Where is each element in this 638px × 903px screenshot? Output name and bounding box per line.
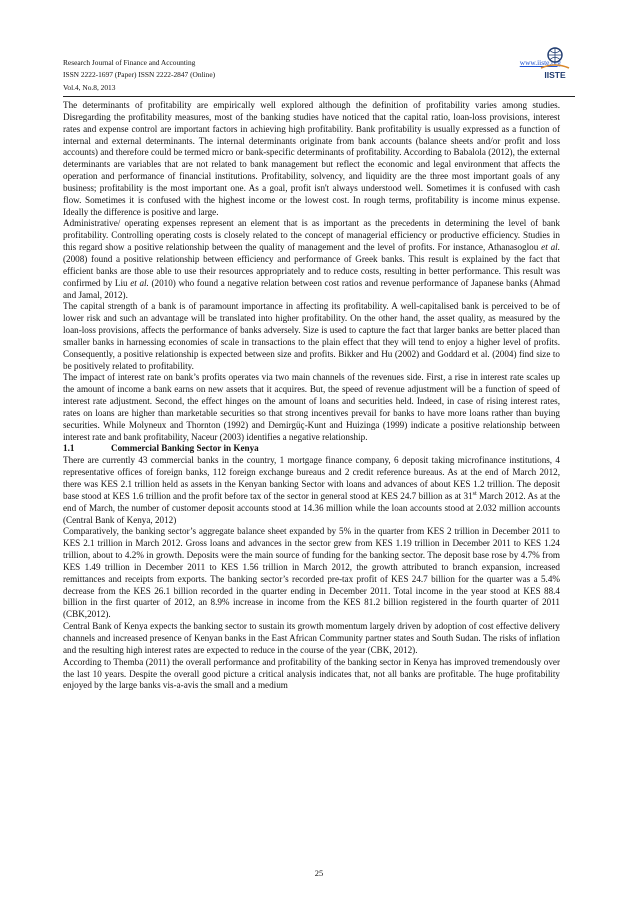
- header-divider: [63, 96, 575, 97]
- journal-issn: ISSN 2222-1697 (Paper) ISSN 2222-2847 (Online): [63, 70, 216, 80]
- journal-url-link[interactable]: www.iiste.org: [519, 58, 561, 67]
- text-run: The determinants of profitability are empirically well explored although the definition of profitability varies among studies. Disregarding the profitability measures, most of the banking studies have noticed that the capital ratio, loan-loss provisions, interest rates and expense control are important factors in achieving high profitability. Bank profitability is usually expressed as a function of internal and external determinants. The internal determinants originate from bank accounts (balance sheets and/or profit and loss accounts) and therefore could be termed micro or bank-specific determinants of profitability. According to Babalola (2012), the external determinants are variables that are not related to bank management but reflect the economic and legal environment that affects the operation and performance of financial institutions. Profitability, solvency, and liquidity are the three most important goals of any business; profitability is the most important one. As a goal, profit isn't always understood well. Sometimes it is confused with cash flow. Sometimes it is confused with the highest income or the lowest cost. In rough terms, profitability is income minus expense. Ideally the difference is positive and large.: [63, 100, 560, 217]
- paragraph: [63, 372, 560, 443]
- paragraph: [63, 621, 560, 657]
- paragraph: [63, 657, 560, 693]
- journal-title: Research Journal of Finance and Accounting: [63, 58, 196, 67]
- text-run: March 2012. As at the end of March, the number of customer deposit accounts stood at 14.36 million while the loan accounts stood at 2.032 million accounts (Central Bank of Kenya, 2012): [63, 490, 561, 525]
- italic-text: et al.: [130, 277, 149, 288]
- text-run: Administrative/ operating expenses represent an element that is as important as the precedents in determining the level of bank profitability. Controlling operating costs is closely related to the concept of managerial efficiency or productive efficiency. Studies in this regard show a positive relationship between the quality of management and the level of profits. For instance, Athanasoglou: [63, 218, 560, 253]
- section-heading: [63, 443, 560, 455]
- text-run: (2008) found a positive relationship between efficiency and performance of Greek banks. This result is explained by the fact that efficient banks are those able to use their resources appropriately and to reduce costs, resulting in better performance. This result was confirmed by Liu: [63, 253, 560, 288]
- text-run: According to Themba (2011) the overall performance and profitability of the banking sector in Kenya has improved tremendously over the last 10 years. Despite the overall good picture a critical analysis indicates that, not all banks are profitable. The huge profitability enjoyed by the large banks vis-a-avis the small and a medium: [63, 656, 560, 691]
- paragraph: [63, 455, 560, 526]
- journal-volume: Vol.4, No.8, 2013: [63, 82, 116, 92]
- paragraph: [63, 218, 560, 301]
- text-run: There are currently 43 commercial banks in the country, 1 mortgage finance company, 6 deposit taking microfinance institutions, 4 representative offices of foreign banks, 112 foreign exchange bureaus and 2 credit reference bureaus. As at the end of March 2012, there was KES 2.1 trillion held as assets in the Kenyan banking Sector with loans and advances of about KES 1.2 trillion. The deposit base stood at KES 1.6 trillion and the profit before tax of the sector in general stood at KES 24.7 billion as at 31: [63, 455, 560, 501]
- paragraphs-group-2: [63, 455, 560, 692]
- italic-text: et al.: [541, 242, 560, 253]
- text-run: The impact of interest rate on bank’s profits operates via two main channels of the revenues side. First, a rise in interest rate scales up the amount of income a bank earns on new assets that it acquires. But, the speed of revenue adjustment will be a function of speed of interest rate adjustment. Second, the effect hinges on the amount of loans and securities held. Indeed, in case of rising interest rates, rates on loans are higher than marketable securities so that strong incentives prevail for banks to have more loans rather than buying securities. While Molyneux and Thornton (1992) and Demirgüç-Kunt and Huizinga (1999) indicate a positive relationship between interest rate and bank profitability, Naceur (2003) identifies a negative relationship.: [63, 372, 560, 442]
- paragraph: [63, 526, 560, 621]
- section-title: Commercial Banking Sector in Kenya: [111, 443, 259, 454]
- logo-swoosh: [541, 65, 569, 68]
- text-run: (2010) who found a negative relation between cost ratios and revenue performance of Japanese banks (Ahmad and Jamal, 2012).: [63, 277, 561, 300]
- text-run: Central Bank of Kenya expects the banking sector to sustain its growth momentum largely driven by adoption of cost effective delivery channels and increased presence of Kenyan banks in the East African Community partner states and South Sudan. The risks of inflation and the resulting high interest rates are expected to reduce in the course of the year (CBK, 2012).: [63, 621, 560, 655]
- article-body: [63, 100, 560, 692]
- paragraph: [63, 301, 560, 372]
- text-run: The capital strength of a bank is of paramount importance in affecting its profitability. A well-capitalised bank is perceived to be of lower risk and such an advantage will be translated into higher profitability. On the other hand, the asset quality, as measured by the loan-loss provisions, affects the performance of banks adversely. Size is used to capture the fact that larger banks are better placed than smaller banks in harnessing economies of scale in transactions to the plain effect that they will tend to enjoy a higher level of profits. Consequently, a positive relationship is expected between size and profits. Bikker and Hu (2002) and Goddard et al. (2004) find size to be positively related to profitability.: [63, 301, 560, 371]
- journal-header: [63, 57, 575, 97]
- iiste-logo: [538, 43, 572, 83]
- section-number: 1.1: [63, 443, 75, 454]
- text-run: Comparatively, the banking sector’s aggregate balance sheet expanded by 5% in the quarter from KES 2 trillion in December 2011 to KES 2.1 trillion in March 2012. Gross loans and advances in the sector grew from KES 1.19 trillion in December 2011 to KES 1.24 trillion, about to 4.2% in growth. Deposits were the main source of funding for the banking sector. The deposit base rose by 4.7% from KES 1.49 trillion in December 2011 to KES 1.56 trillion in March 2012, the growth attributed to branch expansion, increased remittances and receipts from exports. The banking sector’s recorded pre-tax profit of KES 24.7 billion for the quarter was a 5.4% decrease from the KES 26.1 billion recorded in the quarter ending in December 2011. Total income in the year stood at KES 88.4 billion in the first quarter of 2012, an 8.9% increase in income from the KES 81.2 billion registered in the fourth quarter of 2011 (CBK,2012).: [63, 526, 560, 620]
- superscript-text: st: [472, 490, 477, 497]
- logo-text: IISTE: [544, 70, 566, 80]
- page-number: 25: [314, 868, 324, 878]
- paragraphs-group-1: [63, 100, 560, 443]
- paragraph: [63, 100, 560, 218]
